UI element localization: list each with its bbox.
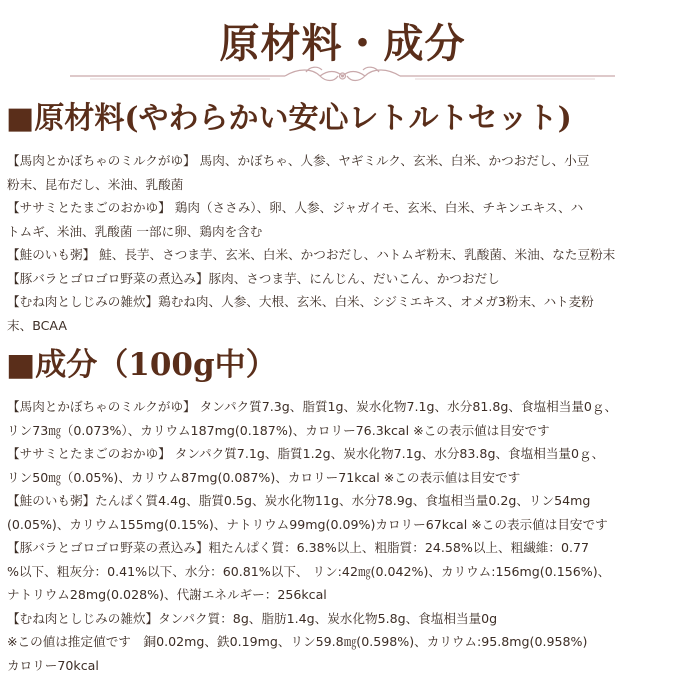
nutrition-line: ナトリウム28mg(0.028%)、代謝エネルギー：256kcal (7, 587, 327, 602)
nutrition-line: リン50㎎（0.05%)、カリウム87mg(0.087%)、カロリー71kcal ※この表示値は目安です (7, 469, 521, 485)
ingredients-heading: ■原材料(やわらかい安心レトルトセット) (6, 101, 572, 136)
nutrition-line: リン73㎎（0.073%）、カリウム187mg(0.187%)、カロリー76.3kcal ※この表示値は目安です (7, 422, 550, 438)
nutrition-heading: ■成分（100g中） (6, 347, 277, 383)
nutrition-line: 【むね肉としじみの雑炊】タンパク質：8g、脂肪1.4g、炭水化物5.8g、食塩相当量0g (7, 610, 498, 626)
nutrition-line: ※この値は推定値です 銅0.02mg、鉄0.19mg、リン59.8㎎(0.598%)、カリウム:95.8mg(0.958%) (7, 634, 588, 649)
ingredients-line: 粉末、昆布だし、米油、乳酸菌 (7, 176, 184, 192)
page-title: 原材料・成分 (219, 20, 466, 67)
ingredients-line: 【ササミとたまごのおかゆ】 鶏肉（ささみ）、卵、人参、ジャガイモ、玄米、白米、チキンエキス、ハ (7, 200, 584, 215)
ingredients-line: 【馬肉とかぼちゃのミルクがゆ】 馬肉、かぼちゃ、人参、ヤギミルク、玄米、白米、かつおだし、小豆 (7, 153, 590, 168)
nutrition-line: 【馬肉とかぼちゃのミルクがゆ】 タンパク質7.3g、脂質1g、炭水化物7.1g、水分81.8g、食塩相当量0ｇ、 (7, 399, 618, 414)
ingredients-line: 【豚バラとゴロゴロ野菜の煮込み】豚肉、さつま芋、にんじん、だいこん、かつおだし (7, 270, 500, 286)
nutrition-line: 【鮭のいも粥】たんぱく質4.4g、脂質0.5g、炭水化物11g、水分78.9g、食塩相当量0.2g、リン54mg (7, 493, 591, 508)
ingredients-list (7, 149, 683, 337)
nutrition-line: 【ササミとたまごのおかゆ】 タンパク質7.1g、脂質1.2g、炭水化物7.1g、水分83.8g、食塩相当量0ｇ、 (7, 446, 605, 461)
nutrition-line: (0.05%)、カリウム155mg(0.15%)、ナトリウム99mg(0.09%)カロリー67kcal ※この表示値は目安です (7, 516, 608, 532)
ingredients-line: 末、BCAA (7, 317, 67, 333)
decorative-divider (70, 66, 615, 86)
ingredients-line: 【むね肉としじみの雑炊】鶏むね肉、人参、大根、玄米、白米、シジミエキス、オメガ3粉末、ハト麦粉 (7, 294, 594, 309)
nutrition-line: 【豚バラとゴロゴロ野菜の煮込み】粗たんぱく質：6.38%以上、粗脂質：24.58%以上、粗繊維：0.77 (7, 540, 590, 555)
ingredients-line: 【鮭のいも粥】 鮭、長芋、さつま芋、玄米、白米、かつおだし、ハトムギ粉末、乳酸菌、米油、なた豆粉末 (7, 247, 616, 262)
nutrition-line: カロリー70kcal (7, 657, 99, 673)
ingredients-line: トムギ、米油、乳酸菌 一部に卵、鶏肉を含む (7, 223, 263, 239)
nutrition-list (7, 395, 683, 677)
nutrition-line: %以下、粗灰分：0.41%以下、水分：60.81%以下、 リン:42㎎(0.042%)、カリウム:156mg(0.156%)、 (7, 563, 611, 579)
